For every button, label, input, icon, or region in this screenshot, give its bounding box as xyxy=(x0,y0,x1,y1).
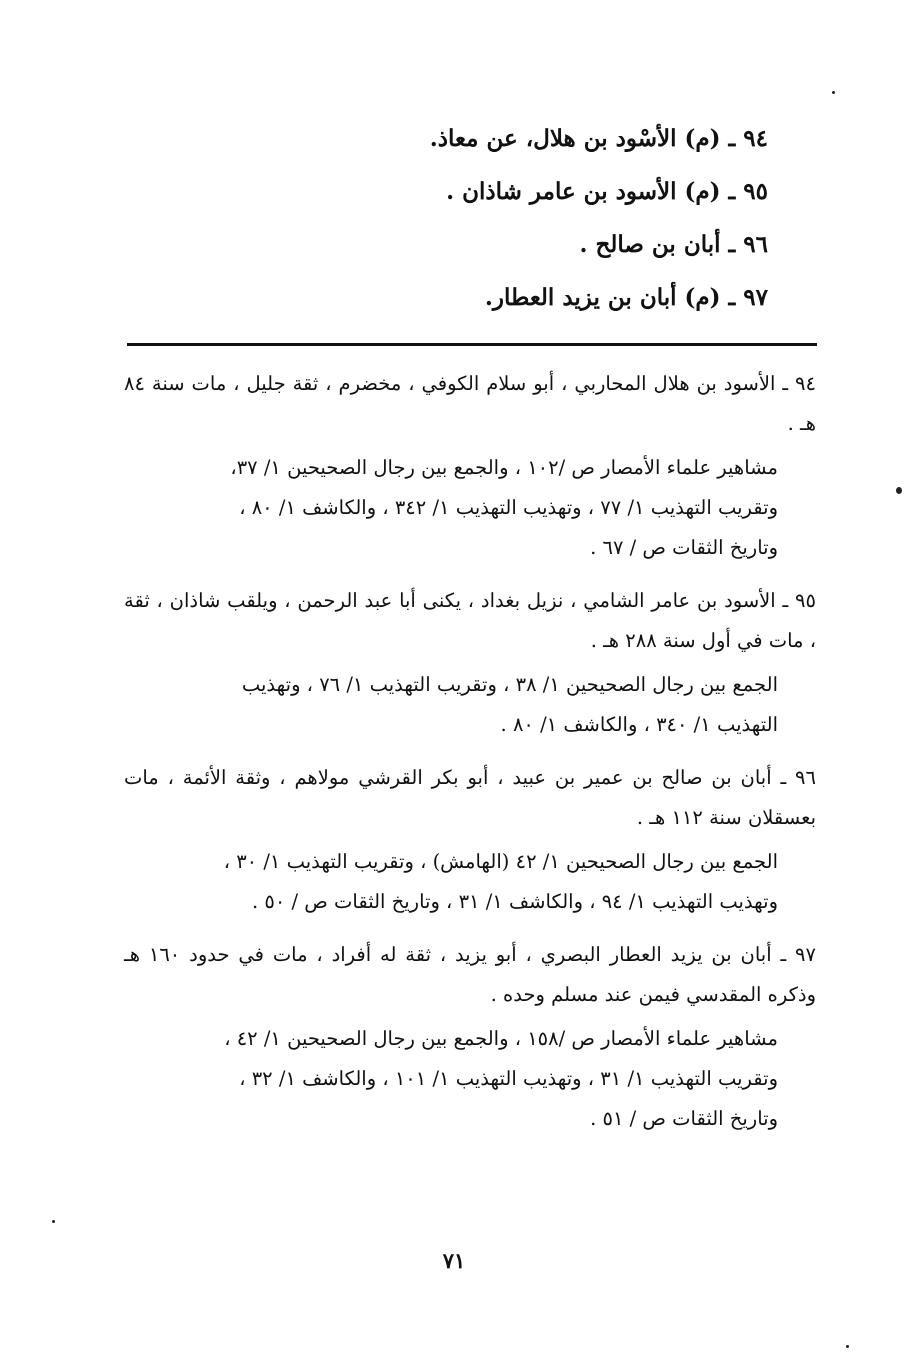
footnote-references xyxy=(124,448,816,568)
footnote-references xyxy=(124,842,816,922)
footnote-bio: ٩٤ ـ الأسود بن هلال المحاربي ، أبو سلام الكوفي ، مخضرم ، ثقة جليل ، مات سنة ٨٤ هـ . xyxy=(124,372,816,435)
reference-line: الجمع بين رجال الصحيحين ١/ ٣٨ ، وتقريب التهذيب ١/ ٧٦ ، وتهذيب xyxy=(241,673,778,696)
footnote-bio: ٩٧ ـ أبان بن يزيد العطار البصري ، أبو يزيد ، ثقة له أفراد ، مات في حدود ١٦٠ هـ وذكره المقدسي فيمن عند مسلم وحده . xyxy=(124,943,816,1006)
scan-speck xyxy=(832,91,835,94)
scan-speck xyxy=(846,1345,849,1348)
heading-97: ٩٧ ـ (م) أبان بن يزيد العطار. xyxy=(484,284,768,311)
footnote-97 xyxy=(124,935,816,1139)
page-number: ٧١ xyxy=(442,1248,466,1273)
heading-96: ٩٦ ـ أبان بن صالح . xyxy=(579,231,768,258)
footnotes xyxy=(124,364,816,1152)
footnote-references xyxy=(124,665,816,745)
footnote-96 xyxy=(124,758,816,922)
reference-line: مشاهير علماء الأمصار ص /١٠٢ ، والجمع بين رجال الصحيحين ١/ ٣٧، xyxy=(230,456,778,479)
reference-line: وتقريب التهذيب ١/ ٧٧ ، وتهذيب التهذيب ١/ ٣٤٢ ، والكاشف ١/ ٨٠ ، xyxy=(239,496,778,519)
footnote-bio: ٩٦ ـ أبان بن صالح بن عمير بن عبيد ، أبو بكر القرشي مولاهم ، وثقة الأئمة ، مات بعسقلان سنة ١١٢ هـ . xyxy=(124,766,816,829)
reference-line: وتاريخ الثقات ص / ٥١ . xyxy=(590,1107,778,1130)
reference-line: التهذيب ١/ ٣٤٠ ، والكاشف ١/ ٨٠ . xyxy=(500,713,778,736)
reference-line: وتهذيب التهذيب ١/ ٩٤ ، والكاشف ١/ ٣١ ، وتاريخ الثقات ص / ٥٠ . xyxy=(251,890,778,913)
footnote-separator xyxy=(127,343,817,346)
footnote-bio: ٩٥ ـ الأسود بن عامر الشامي ، نزيل بغداد ، يكنى أبا عبد الرحمن ، ويلقب شاذان ، ثقة ، مات في أول سنة ٢٨٨ هـ . xyxy=(124,589,816,652)
reference-line: الجمع بين رجال الصحيحين ١/ ٤٢ (الهامش) ، وتقريب التهذيب ١/ ٣٠ ، xyxy=(223,850,778,873)
scan-speck xyxy=(52,1220,55,1223)
reference-line: مشاهير علماء الأمصار ص /١٥٨ ، والجمع بين رجال الصحيحين ١/ ٤٢ ، xyxy=(224,1027,778,1050)
scan-speck xyxy=(896,487,902,494)
reference-line: وتاريخ الثقات ص / ٦٧ . xyxy=(590,536,778,559)
footnote-94 xyxy=(124,364,816,568)
heading-94: ٩٤ ـ (م) الأسْود بن هلال، عن معاذ. xyxy=(429,125,768,152)
heading-95: ٩٥ ـ (م) الأسود بن عامر شاذان . xyxy=(446,178,768,205)
reference-line: وتقريب التهذيب ١/ ٣١ ، وتهذيب التهذيب ١/ ١٠١ ، والكاشف ١/ ٣٢ ، xyxy=(239,1067,778,1090)
entry-headings xyxy=(248,112,768,324)
footnote-95 xyxy=(124,581,816,745)
footnote-references xyxy=(124,1019,816,1139)
